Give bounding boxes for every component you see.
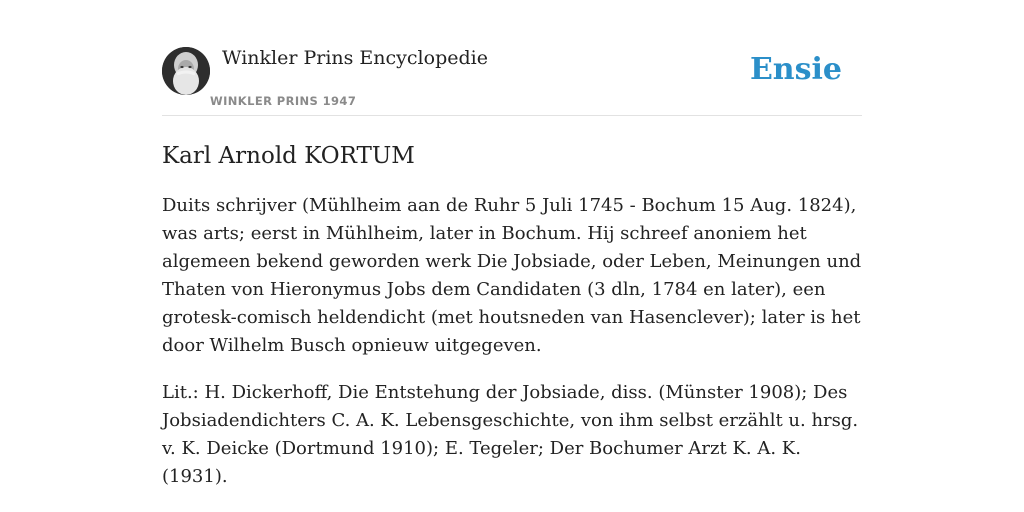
brand-logo[interactable]: Ensie xyxy=(749,52,842,87)
portrait-avatar-icon xyxy=(162,47,210,95)
source-edition: WINKLER PRINS 1947 xyxy=(210,94,357,108)
source-header xyxy=(162,40,862,116)
article-literature: Lit.: H. Dickerhoff, Die Entstehung der Jobsiade, diss. (Münster 1908); Des Jobsiadendichters C. A. K. Lebensgeschichte, von ihm selbst erzählt u. hrsg. v. K. Deicke (Dortmund 1910); E. Tegeler; Der Bochumer Arzt K. A. K. (1931). xyxy=(162,382,859,487)
article-paragraph: Duits schrijver (Mühlheim aan de Ruhr 5 Juli 1745 - Bochum 15 Aug. 1824), was arts; eerst in Mühlheim, later in Bochum. Hij schreef anoniem het algemeen bekend geworden werk Die Jobsiade, oder Leben, Meinungen und Thaten von Hieronymus Jobs dem Candidaten (3 dln, 1784 en later), een grotesk-comisch heldendicht (met houtsneden van Hasenclever); later is het door Wilhelm Busch opnieuw uitgegeven. xyxy=(162,195,862,356)
page-title: Karl Arnold KORTUM xyxy=(162,143,415,169)
source-name[interactable]: Winkler Prins Encyclopedie xyxy=(222,47,488,69)
article-card xyxy=(162,40,862,491)
